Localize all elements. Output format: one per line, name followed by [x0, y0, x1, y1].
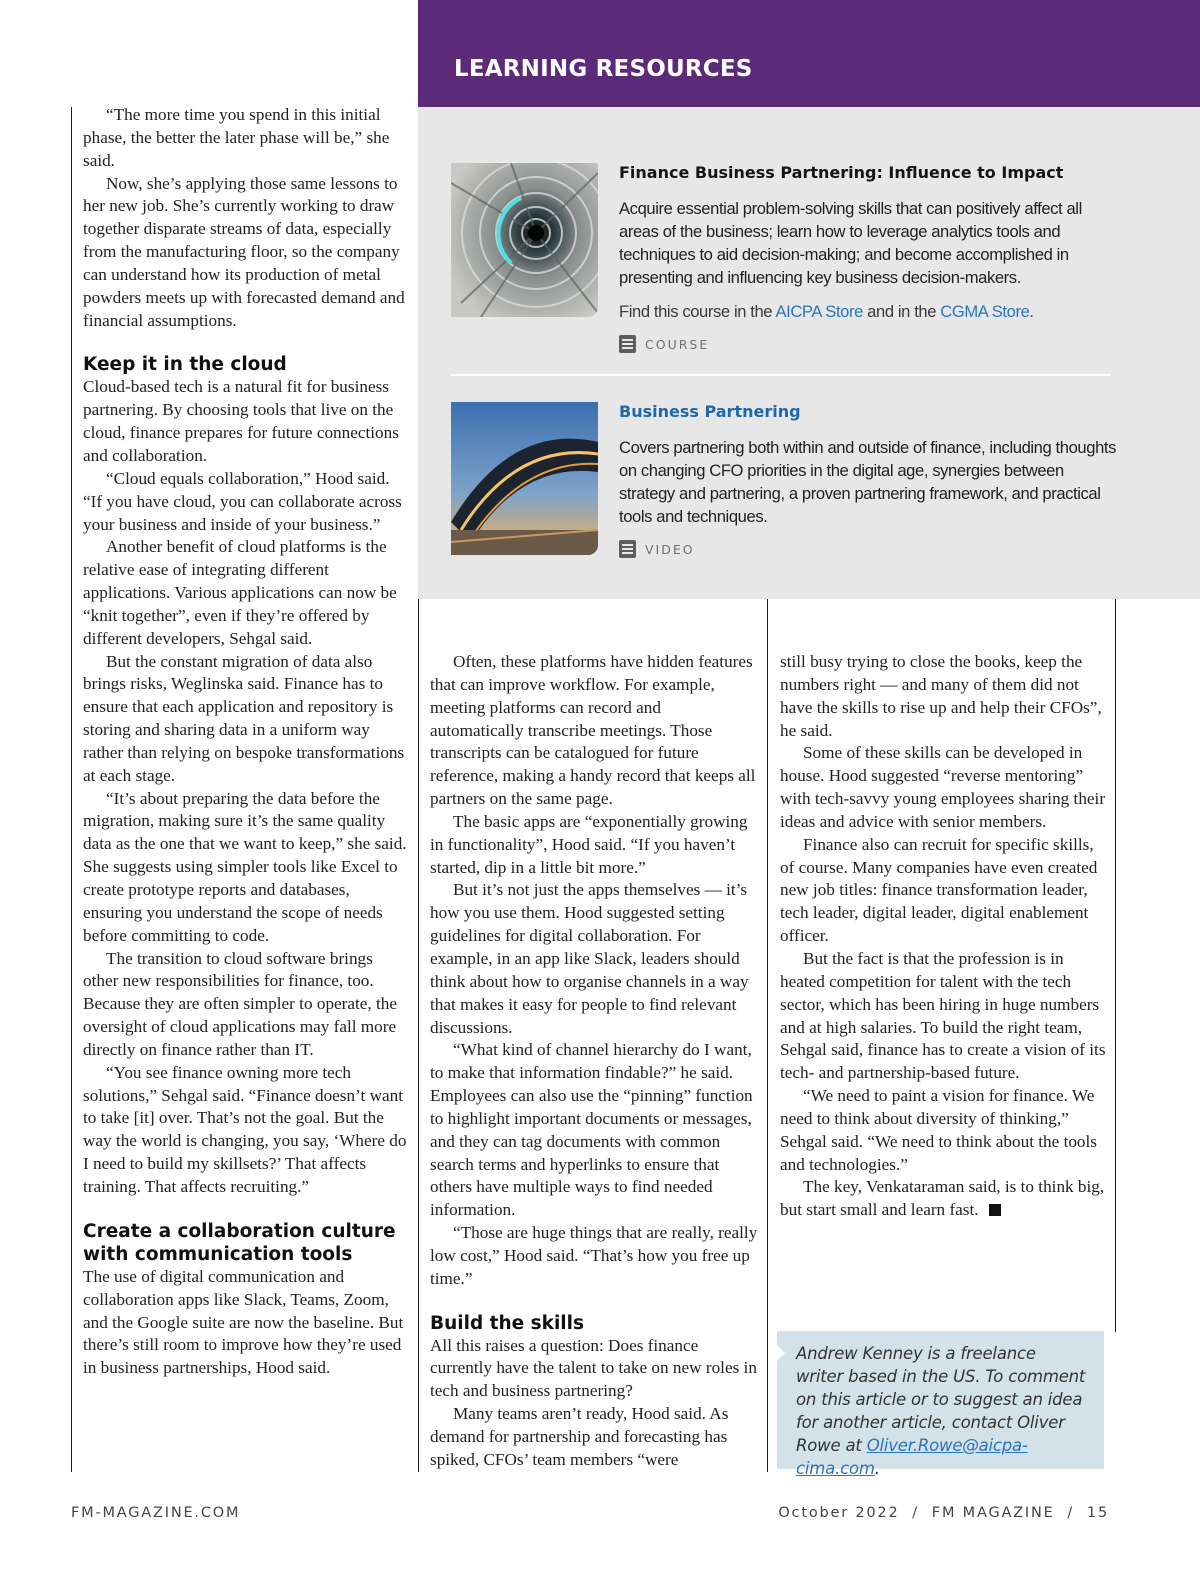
author-bio-text: Andrew Kenney is a freelance writer based in the US. To comment on this article or to suggest an idea for another article, contact Oliver Rowe at — [796, 1344, 1086, 1455]
paragraph: All this raises a question: Does finance currently have the talent to take on new roles in tech and business partnering? — [430, 1335, 757, 1401]
section-heading-collaboration: Create a collaboration culture with communication tools — [83, 1220, 396, 1265]
document-icon — [619, 540, 636, 558]
paragraph: But the constant migration of data also brings risks, Weglinska said. Finance has to ensure that each application and repository is storing and sharing data in a uniform way rather than relying on bespoke transformations at each stage. — [83, 651, 405, 785]
author-bio-end: . — [874, 1459, 880, 1478]
article-column-3 — [780, 651, 1106, 1222]
learning-resources-panel — [418, 107, 1200, 599]
resource-title-video[interactable]: Business Partnering — [619, 402, 801, 421]
resource-type-label: VIDEO — [645, 541, 695, 557]
resource-description-video: Covers partnering both within and outside of finance, including thoughts on changing CFO priorities in the digital age, synergies between strategy and partnering, a proven partnering framework, and practical tools and techniques. — [619, 438, 1117, 526]
resource-type-label: COURSE — [645, 336, 710, 352]
resource-type-video — [619, 540, 1119, 558]
paragraph: The basic apps are “exponentially growing in functionality”, Hood said. “If you haven’t started, dip in a little bit more.” — [430, 811, 748, 877]
resource-divider — [451, 374, 1111, 376]
paragraph: Often, these platforms have hidden features that can improve workflow. For example, meeting platforms can record and automatically transcribe meetings. Those transcripts can be catalogued for future reference, making a handy record that keeps all partners on the same page. — [430, 652, 756, 809]
find-prefix: Find this course in the — [619, 302, 776, 321]
paragraph: The transition to cloud software brings other new responsibilities for finance, too. Because they are often simpler to operate, the oversight of cloud applications may fall more directly on finance rather than IT. — [83, 948, 398, 1059]
paragraph: “It’s about preparing the data before the migration, making sure it’s the same quality data as the one that we want to keep,” she said. She suggests using simpler tools like Excel to create prototype reports and databases, ensuring you understand the scope of needs before committing to code. — [83, 788, 407, 945]
column-rule-far-right — [1115, 599, 1116, 1332]
resource-type-course — [619, 335, 1119, 353]
column-rule-middle — [418, 599, 419, 1472]
paragraph: “What kind of channel hierarchy do I want, to make that information findable?” he said. Employees can also use the “pinning” function to highlight important documents or messages, and they can tag documents with common search terms and hyperlinks to ensure that others have multiple ways to find needed information. — [430, 1040, 753, 1220]
cgma-store-link[interactable]: CGMA Store — [940, 302, 1030, 321]
resource-title-course: Finance Business Partnering: Influence to Impact — [619, 163, 1064, 182]
paragraph: “The more time you spend in this initial phase, the better the later phase will be,” she said. — [83, 105, 390, 170]
resource-find-course — [619, 301, 1119, 323]
paragraph: But the fact is that the profession is in heated competition for talent with the tech sector, which has been hiring in huge numbers and at high salaries. To build the right team, Sehgal said, finance has to create a vision of its tech- and partnership-based future. — [780, 948, 1106, 1083]
paragraph: “Cloud equals collaboration,” Hood said. “If you have cloud, you can collaborate across your business and inside of your business.” — [83, 468, 402, 534]
section-heading-skills: Build the skills — [430, 1312, 584, 1334]
resource-item-video — [451, 402, 1117, 562]
paragraph: Another benefit of cloud platforms is the relative ease of integrating different applications. Various applications can now be “knit together”, even if they’re offered by different developers, Sehgal said. — [83, 537, 397, 648]
final-sentence: The key, Venkataraman said, is to think big, but start small and learn fast. — [780, 1177, 1105, 1220]
article-column-1 — [83, 104, 410, 1380]
paragraph: “We need to paint a vision for finance. We need to think about diversity of thinking,” Sehgal said. “We need to think about the tools and technologies.” — [780, 1086, 1097, 1174]
author-email-link[interactable]: Oliver.Rowe@aicpa-cima.com — [796, 1436, 1028, 1478]
column-rule-left — [71, 107, 72, 1472]
paragraph: Finance also can recruit for specific skills, of course. Many companies have even created new job titles: finance transformation leader, tech leader, digital leader, digital enablement officer. — [780, 834, 1098, 946]
find-suffix: . — [1029, 302, 1034, 321]
paragraph: Some of these skills can be developed in house. Hood suggested “reverse mentoring” with tech-savvy young employees sharing their ideas and advice with senior members. — [780, 743, 1106, 831]
paragraph: Cloud-based tech is a natural fit for business partnering. By choosing tools that live on the cloud, finance prepares for future connections and collaboration. — [83, 377, 399, 465]
paragraph: still busy trying to close the books, keep the numbers right — and many of them did not have the skills to rise up and help their CFOs”, he said. — [780, 652, 1102, 740]
author-bio — [777, 1331, 1104, 1478]
learning-resources-header — [418, 0, 1200, 107]
paragraph: “Those are huge things that are really, really low cost,” Hood said. “That’s how you free up time.” — [430, 1223, 758, 1288]
spiral-staircase-photo-icon — [451, 163, 598, 317]
curved-building-photo-icon — [451, 402, 598, 555]
paragraph: But it’s not just the apps themselves — it’s how you use them. Hood suggested setting guidelines for digital collaboration. For example, in an app like Slack, leaders should think about how to organise channels in a way that makes it easy for people to find relevant discussions. — [430, 880, 749, 1037]
resource-description-course: Acquire essential problem-solving skills that can positively affect all areas of the business; learn how to leverage analytics tools and techniques to aid decision-making; and become accomplished in presenting and influencing key business decision-makers. — [619, 199, 1082, 287]
end-mark-icon — [989, 1204, 1001, 1216]
resource-item-course — [451, 163, 1111, 373]
section-heading-cloud: Keep it in the cloud — [83, 354, 287, 376]
learning-resources-title: LEARNING RESOURCES — [454, 56, 753, 82]
footer-site: FM-MAGAZINE.COM — [71, 1505, 241, 1521]
article-column-2 — [430, 651, 758, 1472]
paragraph: Now, she’s applying those same lessons to her new job. She’s currently working to draw together disparate streams of data, especially from the manufacturing floor, so the company can understand how its production of metal powders meets up with forecasted demand and financial assumptions. — [83, 173, 405, 330]
paragraph-final — [780, 1176, 1106, 1222]
paragraph: Many teams aren’t ready, Hood said. As demand for partnership and forecasting has spiked, CFOs’ team members “were — [430, 1404, 729, 1469]
document-icon — [619, 335, 636, 353]
aicpa-store-link[interactable]: AICPA Store — [775, 302, 863, 321]
footer-issue: October 2022 / FM MAGAZINE / 15 — [778, 1505, 1109, 1521]
column-rule-right — [767, 599, 768, 1472]
paragraph: “You see finance owning more tech solutions,” Sehgal said. “Finance doesn’t want to take [it] over. That’s not the goal. But the way the world is changing, you say, ‘Where do I need to build my skillsets?’ That affects training. That affects recruiting.” — [83, 1062, 407, 1196]
paragraph: The use of digital communication and collaboration apps like Slack, Teams, Zoom, and the Google suite are now the baseline. But there’s still room to improve how they’re used in business partnerships, Hood said. — [83, 1266, 404, 1378]
find-middle: and in the — [862, 302, 941, 321]
